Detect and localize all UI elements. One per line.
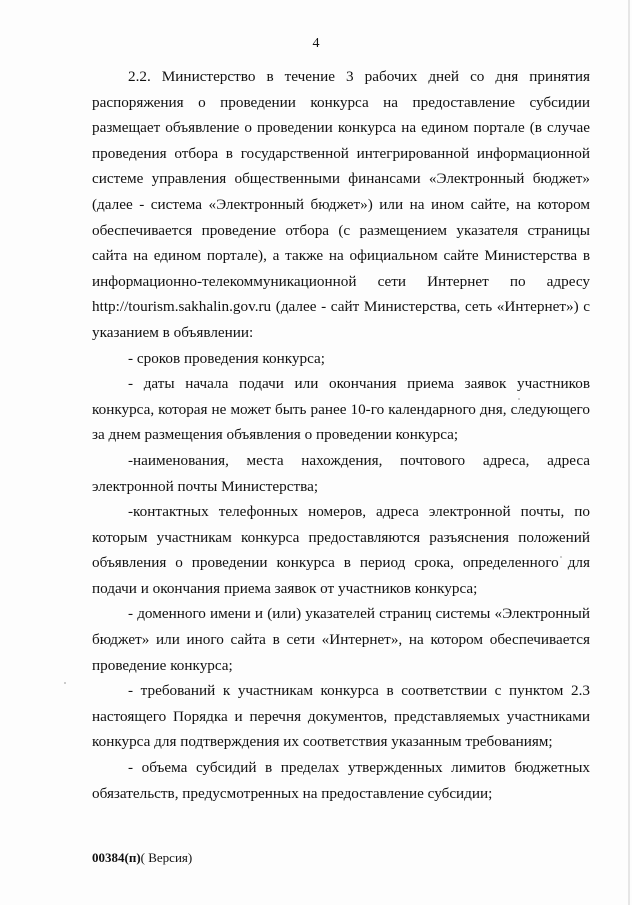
list-item-subsidy-volume: - объема субсидий в пределах утвержденных лимитов бюджетных обязательств, предусмотренных на предоставление субсидии; bbox=[92, 759, 590, 802]
document-version: ( Версия) bbox=[140, 850, 193, 865]
paragraph-2-2: 2.2. Министерство в течение 3 рабочих дней со дня принятия распоряжения о проведении конкурса на предоставление субсидии размещает объявление о проведении конкурса на едином портале (в случае проведения отбора в государственной интегрированной информационной системе управления общественными финансами «Электронный бюджет» (далее - система «Электронный бюджет») или на ином сайте, на котором обеспечивается проведение отбора (с размещением указателя страницы сайта на едином портале), а также на официальном сайте Министерства в информационно-телекоммуникационной сети Интернет по адресу http://tourism.sakhalin.gov.ru (далее - сайт Министерства, сеть «Интернет») с указанием в объявлении: bbox=[92, 68, 590, 341]
list-item-domain-name: - доменного имени и (или) указателей страниц системы «Электронный бюджет» или иного сайта в сети «Интернет», на котором обеспечивается проведение конкурса; bbox=[92, 605, 590, 674]
list-item-application-dates: - даты начала подачи или окончания приема заявок участников конкурса, которая не может быть ранее 10-го календарного дня, следующего за днем размещения объявления о проведении конкурса; bbox=[92, 375, 590, 444]
list-item-ministry-contacts: -наименования, места нахождения, почтового адреса, адреса электронной почты Министерства; bbox=[92, 451, 590, 495]
scan-edge bbox=[628, 0, 630, 905]
list-item-phone-numbers: -контактных телефонных номеров, адреса электронной почты, по которым участникам конкурса предоставляются разъяснения положений объявления о проведении конкурса в период срока, определенного для подачи и окончания приема заявок от участников конкурса; bbox=[92, 503, 590, 597]
document-code: 00384(п) bbox=[92, 850, 141, 865]
list-item-deadlines: - сроков проведения конкурса; bbox=[128, 349, 325, 367]
page-number: 4 bbox=[312, 36, 320, 51]
document-body bbox=[92, 64, 590, 806]
footer bbox=[92, 850, 192, 866]
list-item-requirements: - требований к участникам конкурса в соответствии с пунктом 2.3 настоящего Порядка и перечня документов, представляемых участниками конкурса для подтверждения их соответствия указанным требованиям; bbox=[92, 682, 590, 751]
scan-speck bbox=[64, 682, 66, 684]
